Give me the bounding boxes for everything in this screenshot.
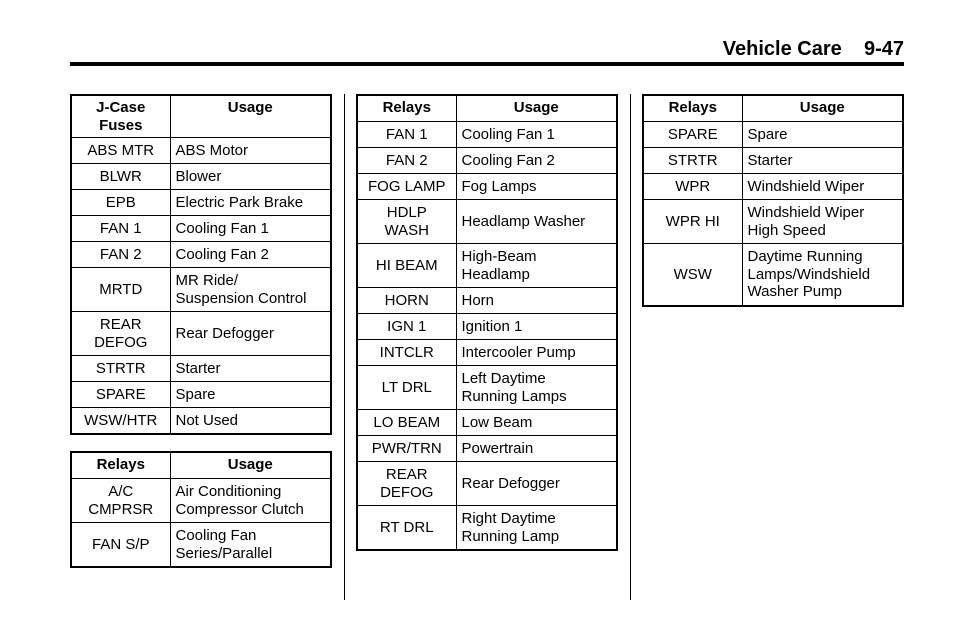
relay-name: WPR <box>643 174 742 200</box>
relay-name: REAR DEFOG <box>357 462 456 506</box>
relay-name: WSW <box>643 244 742 307</box>
fuse-name: MRTD <box>71 268 170 312</box>
table-row <box>357 122 617 148</box>
fuse-name: SPARE <box>71 382 170 408</box>
relay-usage: Horn <box>456 288 617 314</box>
relay-name: FAN 1 <box>357 122 456 148</box>
table-row <box>643 122 903 148</box>
table-row <box>357 340 617 366</box>
relay-name: RT DRL <box>357 506 456 551</box>
relay-usage: Spare <box>742 122 903 148</box>
column-header: Relays <box>643 95 742 122</box>
relay-usage: Intercooler Pump <box>456 340 617 366</box>
table-row <box>71 408 331 435</box>
relay-usage: Fog Lamps <box>456 174 617 200</box>
relay-usage: Starter <box>742 148 903 174</box>
table-row <box>357 462 617 506</box>
relay-name: WPR HI <box>643 200 742 244</box>
relay-name: SPARE <box>643 122 742 148</box>
table-row <box>357 314 617 340</box>
relay-name: FOG LAMP <box>357 174 456 200</box>
table-row <box>71 382 331 408</box>
relay-name: INTCLR <box>357 340 456 366</box>
relay-usage: Daytime Running Lamps/Windshield Washer Pump <box>742 244 903 307</box>
fuse-name: REAR DEFOG <box>71 312 170 356</box>
table-row <box>71 268 331 312</box>
table-row <box>357 436 617 462</box>
table-row <box>643 174 903 200</box>
relay-name: STRTR <box>643 148 742 174</box>
fuse-usage: Blower <box>170 164 331 190</box>
relay-usage: Left Daytime Running Lamps <box>456 366 617 410</box>
table-row <box>643 244 903 307</box>
jcase-fuses-table <box>70 94 332 435</box>
relay-name: FAN 2 <box>357 148 456 174</box>
table-row <box>71 312 331 356</box>
table-row <box>357 200 617 244</box>
column-header: Usage <box>742 95 903 122</box>
fuse-usage: ABS Motor <box>170 138 331 164</box>
fuse-name: FAN 1 <box>71 216 170 242</box>
table-row <box>71 164 331 190</box>
relay-usage: High-Beam Headlamp <box>456 244 617 288</box>
fuse-usage: Not Used <box>170 408 331 435</box>
header-rule <box>70 62 904 66</box>
fuse-name: BLWR <box>71 164 170 190</box>
relay-usage: Low Beam <box>456 410 617 436</box>
relay-name: LT DRL <box>357 366 456 410</box>
relay-name: LO BEAM <box>357 410 456 436</box>
fuse-name: STRTR <box>71 356 170 382</box>
fuse-name: WSW/HTR <box>71 408 170 435</box>
relay-usage: Windshield Wiper <box>742 174 903 200</box>
table-row <box>357 288 617 314</box>
page-header <box>723 38 904 61</box>
fuse-usage: Rear Defogger <box>170 312 331 356</box>
relay-usage: Cooling Fan 1 <box>456 122 617 148</box>
table-row <box>357 366 617 410</box>
fuse-usage: Electric Park Brake <box>170 190 331 216</box>
column-header: Usage <box>170 95 331 138</box>
table-row <box>71 356 331 382</box>
relay-usage: Cooling Fan Series/Parallel <box>170 523 331 568</box>
table-row <box>357 244 617 288</box>
table-row <box>71 242 331 268</box>
relay-usage: Air Conditioning Compressor Clutch <box>170 479 331 523</box>
column-header: Relays <box>71 452 170 479</box>
relay-name: FAN S/P <box>71 523 170 568</box>
relays-table-middle <box>356 94 618 551</box>
relay-name: PWR/TRN <box>357 436 456 462</box>
table-row <box>71 216 331 242</box>
fuse-name: ABS MTR <box>71 138 170 164</box>
relay-name: HORN <box>357 288 456 314</box>
table-row <box>357 174 617 200</box>
column-divider-2 <box>630 94 631 600</box>
column-header: Usage <box>170 452 331 479</box>
relay-usage: Rear Defogger <box>456 462 617 506</box>
fuse-usage: Cooling Fan 1 <box>170 216 331 242</box>
table-row <box>357 410 617 436</box>
table-row <box>71 523 331 568</box>
section-title: Vehicle Care <box>722 38 842 60</box>
fuse-usage: Cooling Fan 2 <box>170 242 331 268</box>
relay-usage: Windshield Wiper High Speed <box>742 200 903 244</box>
table-row <box>357 506 617 551</box>
fuse-name: FAN 2 <box>71 242 170 268</box>
page-number: 9-47 <box>863 38 904 60</box>
table-row <box>71 138 331 164</box>
relay-name: HI BEAM <box>357 244 456 288</box>
table-row <box>71 479 331 523</box>
table-row <box>643 200 903 244</box>
column-header: Relays <box>357 95 456 122</box>
relay-usage: Cooling Fan 2 <box>456 148 617 174</box>
fuse-usage: Spare <box>170 382 331 408</box>
relays-table-left <box>70 451 332 568</box>
fuse-name: EPB <box>71 190 170 216</box>
column-divider-1 <box>344 94 345 600</box>
relay-usage: Ignition 1 <box>456 314 617 340</box>
relay-usage: Headlamp Washer <box>456 200 617 244</box>
column-header: Usage <box>456 95 617 122</box>
table-row <box>71 190 331 216</box>
fuse-usage: Starter <box>170 356 331 382</box>
relay-name: HDLP WASH <box>357 200 456 244</box>
table-row <box>643 148 903 174</box>
relays-table-right <box>642 94 904 307</box>
relay-usage: Right Daytime Running Lamp <box>456 506 617 551</box>
column-header: J-Case Fuses <box>71 95 170 138</box>
relay-name: IGN 1 <box>357 314 456 340</box>
table-row <box>357 148 617 174</box>
relay-name: A/C CMPRSR <box>71 479 170 523</box>
fuse-usage: MR Ride/ Suspension Control <box>170 268 331 312</box>
relay-usage: Powertrain <box>456 436 617 462</box>
